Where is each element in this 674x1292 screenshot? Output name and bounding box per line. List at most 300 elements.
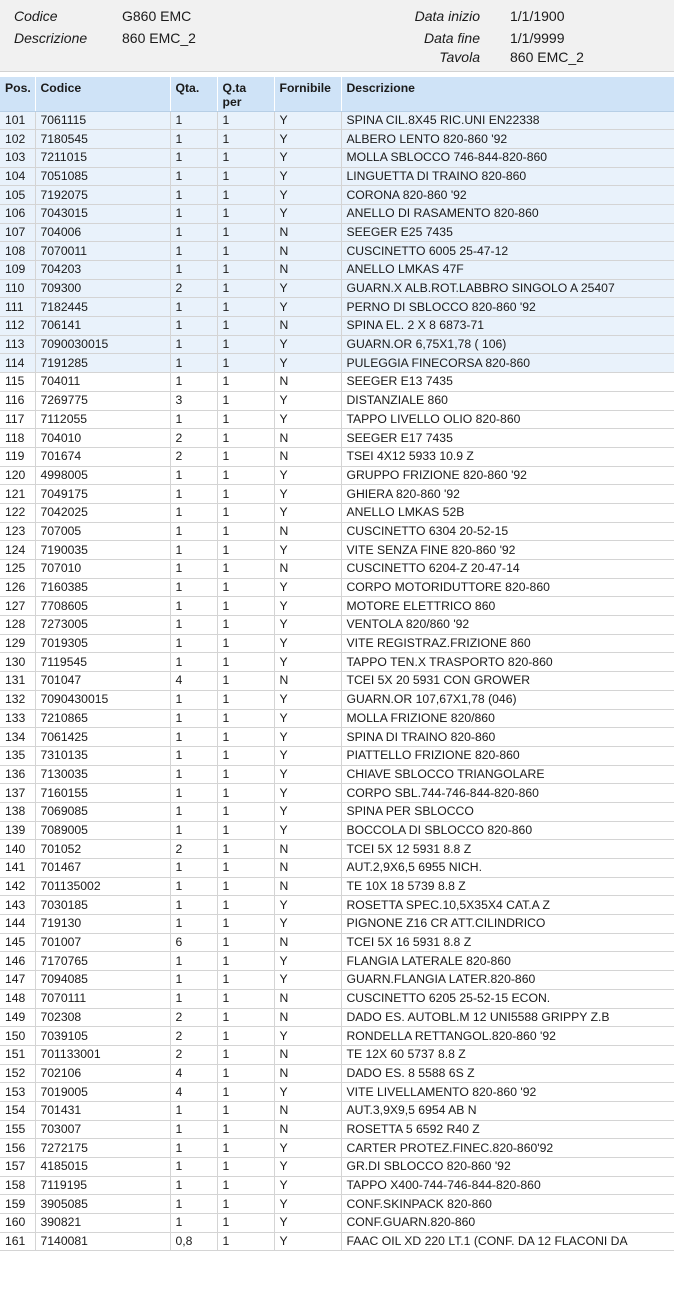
cell-codice: 7069085 xyxy=(35,802,170,821)
tavola-value: 860 EMC_2 xyxy=(510,49,584,65)
table-row[interactable] xyxy=(0,354,674,373)
cell-codice: 701047 xyxy=(35,672,170,691)
cell-pos: 104 xyxy=(0,167,35,186)
cell-qta: 1 xyxy=(170,130,217,149)
cell-fornibile: N xyxy=(274,989,341,1008)
column-header-codice[interactable]: Codice xyxy=(35,77,170,111)
cell-codice: 7043015 xyxy=(35,204,170,223)
cell-fornibile: Y xyxy=(274,279,341,298)
cell-descrizione: TCEI 5X 12 5931 8.8 Z xyxy=(341,840,674,859)
cell-pos: 144 xyxy=(0,915,35,934)
table-row[interactable] xyxy=(0,634,674,653)
cell-qta-per: 1 xyxy=(217,1008,274,1027)
table-row[interactable] xyxy=(0,522,674,541)
table-row[interactable] xyxy=(0,896,674,915)
cell-pos: 118 xyxy=(0,429,35,448)
cell-qta-per: 1 xyxy=(217,578,274,597)
cell-pos: 123 xyxy=(0,522,35,541)
cell-codice: 7192075 xyxy=(35,186,170,205)
cell-codice: 7030185 xyxy=(35,896,170,915)
cell-descrizione: CUSCINETTO 6304 20-52-15 xyxy=(341,522,674,541)
cell-descrizione: CUSCINETTO 6205 25-52-15 ECON. xyxy=(341,989,674,1008)
cell-fornibile: N xyxy=(274,859,341,878)
cell-qta-per: 1 xyxy=(217,690,274,709)
table-row[interactable] xyxy=(0,261,674,280)
table-row[interactable] xyxy=(0,148,674,167)
cell-qta-per: 1 xyxy=(217,242,274,261)
cell-qta: 1 xyxy=(170,989,217,1008)
cell-descrizione: ALBERO LENTO 820-860 '92 xyxy=(341,130,674,149)
cell-codice: 7272175 xyxy=(35,1139,170,1158)
column-header-qta-per[interactable]: Q.ta per xyxy=(217,77,274,111)
cell-qta-per: 1 xyxy=(217,765,274,784)
cell-descrizione: FLANGIA LATERALE 820-860 xyxy=(341,952,674,971)
cell-qta-per: 1 xyxy=(217,410,274,429)
cell-codice: 7070111 xyxy=(35,989,170,1008)
cell-codice: 702308 xyxy=(35,1008,170,1027)
document-header xyxy=(0,0,674,72)
table-row[interactable] xyxy=(0,1232,674,1251)
descrizione-label: Descrizione xyxy=(14,30,88,46)
cell-codice: 704006 xyxy=(35,223,170,242)
cell-pos: 142 xyxy=(0,877,35,896)
cell-qta-per: 1 xyxy=(217,915,274,934)
cell-codice: 3905085 xyxy=(35,1195,170,1214)
table-row[interactable] xyxy=(0,485,674,504)
cell-fornibile: Y xyxy=(274,410,341,429)
cell-descrizione: FAAC OIL XD 220 LT.1 (CONF. DA 12 FLACONI DA xyxy=(341,1232,674,1251)
cell-descrizione: SPINA EL. 2 X 8 6873-71 xyxy=(341,317,674,336)
cell-descrizione: PIATTELLO FRIZIONE 820-860 xyxy=(341,746,674,765)
cell-codice: 701133001 xyxy=(35,1045,170,1064)
cell-qta: 1 xyxy=(170,317,217,336)
cell-descrizione: RONDELLA RETTANGOL.820-860 '92 xyxy=(341,1027,674,1046)
cell-codice: 7019005 xyxy=(35,1083,170,1102)
cell-descrizione: CONF.SKINPACK 820-860 xyxy=(341,1195,674,1214)
cell-descrizione: PULEGGIA FINECORSA 820-860 xyxy=(341,354,674,373)
cell-fornibile: N xyxy=(274,242,341,261)
cell-descrizione: PIGNONE Z16 CR ATT.CILINDRICO xyxy=(341,915,674,934)
table-row[interactable] xyxy=(0,746,674,765)
table-row[interactable] xyxy=(0,877,674,896)
cell-qta: 1 xyxy=(170,616,217,635)
cell-fornibile: Y xyxy=(274,1176,341,1195)
table-row[interactable] xyxy=(0,204,674,223)
cell-fornibile: Y xyxy=(274,952,341,971)
cell-codice: 709300 xyxy=(35,279,170,298)
table-row[interactable] xyxy=(0,578,674,597)
cell-pos: 117 xyxy=(0,410,35,429)
cell-fornibile: Y xyxy=(274,1214,341,1233)
cell-descrizione: ROSETTA SPEC.10,5X35X4 CAT.A Z xyxy=(341,896,674,915)
cell-pos: 150 xyxy=(0,1027,35,1046)
cell-fornibile: Y xyxy=(274,298,341,317)
cell-qta-per: 1 xyxy=(217,447,274,466)
cell-codice: 7090430015 xyxy=(35,690,170,709)
cell-descrizione: TAPPO TEN.X TRASPORTO 820-860 xyxy=(341,653,674,672)
cell-fornibile: Y xyxy=(274,746,341,765)
cell-descrizione: TE 12X 60 5737 8.8 Z xyxy=(341,1045,674,1064)
cell-qta-per: 1 xyxy=(217,989,274,1008)
cell-qta: 1 xyxy=(170,784,217,803)
cell-fornibile: Y xyxy=(274,167,341,186)
cell-qta: 1 xyxy=(170,597,217,616)
table-row[interactable] xyxy=(0,784,674,803)
cell-qta: 1 xyxy=(170,1139,217,1158)
cell-pos: 146 xyxy=(0,952,35,971)
cell-fornibile: N xyxy=(274,1008,341,1027)
table-row[interactable] xyxy=(0,391,674,410)
cell-fornibile: Y xyxy=(274,503,341,522)
cell-qta: 2 xyxy=(170,840,217,859)
cell-codice: 7119195 xyxy=(35,1176,170,1195)
cell-qta-per: 1 xyxy=(217,1139,274,1158)
cell-descrizione: TAPPO LIVELLO OLIO 820-860 xyxy=(341,410,674,429)
descrizione-value: 860 EMC_2 xyxy=(122,30,196,46)
cell-codice: 7182445 xyxy=(35,298,170,317)
cell-pos: 159 xyxy=(0,1195,35,1214)
table-row[interactable] xyxy=(0,653,674,672)
cell-qta: 1 xyxy=(170,746,217,765)
cell-qta: 2 xyxy=(170,279,217,298)
cell-descrizione: GHIERA 820-860 '92 xyxy=(341,485,674,504)
cell-descrizione: TSEI 4X12 5933 10.9 Z xyxy=(341,447,674,466)
table-row[interactable] xyxy=(0,503,674,522)
cell-codice: 707010 xyxy=(35,560,170,579)
cell-descrizione: GRUPPO FRIZIONE 820-860 '92 xyxy=(341,466,674,485)
cell-codice: 7089005 xyxy=(35,821,170,840)
cell-descrizione: DADO ES. AUTOBL.M 12 UNI5588 GRIPPY Z.B xyxy=(341,1008,674,1027)
cell-codice: 706141 xyxy=(35,317,170,336)
table-row[interactable] xyxy=(0,130,674,149)
cell-codice: 7170765 xyxy=(35,952,170,971)
table-row[interactable] xyxy=(0,111,674,130)
cell-qta: 1 xyxy=(170,354,217,373)
cell-descrizione: AUT.2,9X6,5 6955 NICH. xyxy=(341,859,674,878)
table-row[interactable] xyxy=(0,541,674,560)
cell-codice: 7211015 xyxy=(35,148,170,167)
cell-pos: 138 xyxy=(0,802,35,821)
parts-table xyxy=(0,77,674,1251)
table-row[interactable] xyxy=(0,1176,674,1195)
table-row[interactable] xyxy=(0,1195,674,1214)
column-header-pos[interactable]: Pos. xyxy=(0,77,35,111)
cell-descrizione: VITE SENZA FINE 820-860 '92 xyxy=(341,541,674,560)
table-row[interactable] xyxy=(0,1214,674,1233)
cell-fornibile: N xyxy=(274,877,341,896)
cell-qta: 1 xyxy=(170,261,217,280)
cell-qta-per: 1 xyxy=(217,1064,274,1083)
cell-qta: 1 xyxy=(170,915,217,934)
table-row[interactable] xyxy=(0,971,674,990)
cell-fornibile: Y xyxy=(274,1083,341,1102)
cell-descrizione: LINGUETTA DI TRAINO 820-860 xyxy=(341,167,674,186)
table-row[interactable] xyxy=(0,466,674,485)
table-row[interactable] xyxy=(0,821,674,840)
cell-fornibile: Y xyxy=(274,821,341,840)
cell-descrizione: TCEI 5X 20 5931 CON GROWER xyxy=(341,672,674,691)
data-fine-label: Data fine xyxy=(423,30,480,46)
table-row[interactable] xyxy=(0,1139,674,1158)
cell-qta-per: 1 xyxy=(217,335,274,354)
cell-qta: 1 xyxy=(170,896,217,915)
table-row[interactable] xyxy=(0,709,674,728)
cell-qta: 4 xyxy=(170,1083,217,1102)
cell-fornibile: Y xyxy=(274,765,341,784)
table-row[interactable] xyxy=(0,1027,674,1046)
table-row[interactable] xyxy=(0,560,674,579)
cell-qta-per: 1 xyxy=(217,503,274,522)
table-row[interactable] xyxy=(0,765,674,784)
cell-descrizione: MOLLA FRIZIONE 820/860 xyxy=(341,709,674,728)
cell-pos: 148 xyxy=(0,989,35,1008)
cell-descrizione: ROSETTA 5 6592 R40 Z xyxy=(341,1120,674,1139)
cell-fornibile: N xyxy=(274,447,341,466)
table-row[interactable] xyxy=(0,1064,674,1083)
cell-descrizione: CUSCINETTO 6204-Z 20-47-14 xyxy=(341,560,674,579)
cell-pos: 110 xyxy=(0,279,35,298)
table-row[interactable] xyxy=(0,373,674,392)
table-row[interactable] xyxy=(0,223,674,242)
table-row[interactable] xyxy=(0,690,674,709)
cell-qta-per: 1 xyxy=(217,840,274,859)
table-row[interactable] xyxy=(0,1120,674,1139)
cell-codice: 7130035 xyxy=(35,765,170,784)
cell-qta: 1 xyxy=(170,877,217,896)
table-row[interactable] xyxy=(0,915,674,934)
cell-descrizione: CONF.GUARN.820-860 xyxy=(341,1214,674,1233)
table-row[interactable] xyxy=(0,802,674,821)
cell-pos: 128 xyxy=(0,616,35,635)
table-row[interactable] xyxy=(0,167,674,186)
table-row[interactable] xyxy=(0,447,674,466)
cell-pos: 134 xyxy=(0,728,35,747)
cell-fornibile: Y xyxy=(274,1139,341,1158)
cell-qta-per: 1 xyxy=(217,261,274,280)
cell-qta: 1 xyxy=(170,634,217,653)
table-row[interactable] xyxy=(0,410,674,429)
cell-pos: 158 xyxy=(0,1176,35,1195)
cell-pos: 161 xyxy=(0,1232,35,1251)
cell-qta: 1 xyxy=(170,335,217,354)
cell-qta-per: 1 xyxy=(217,111,274,130)
cell-descrizione: MOTORE ELETTRICO 860 xyxy=(341,597,674,616)
cell-codice: 707005 xyxy=(35,522,170,541)
cell-qta: 2 xyxy=(170,1045,217,1064)
cell-pos: 137 xyxy=(0,784,35,803)
cell-codice: 701674 xyxy=(35,447,170,466)
cell-fornibile: N xyxy=(274,1064,341,1083)
cell-fornibile: Y xyxy=(274,634,341,653)
cell-fornibile: Y xyxy=(274,335,341,354)
table-row[interactable] xyxy=(0,1101,674,1120)
cell-pos: 155 xyxy=(0,1120,35,1139)
cell-pos: 153 xyxy=(0,1083,35,1102)
cell-descrizione: VITE REGISTRAZ.FRIZIONE 860 xyxy=(341,634,674,653)
cell-qta: 2 xyxy=(170,447,217,466)
table-row[interactable] xyxy=(0,989,674,1008)
table-row[interactable] xyxy=(0,298,674,317)
cell-codice: 701135002 xyxy=(35,877,170,896)
cell-qta: 1 xyxy=(170,541,217,560)
cell-qta-per: 1 xyxy=(217,317,274,336)
cell-descrizione: GR.DI SBLOCCO 820-860 '92 xyxy=(341,1158,674,1177)
column-header-qta[interactable]: Qta. xyxy=(170,77,217,111)
table-row[interactable] xyxy=(0,1158,674,1177)
cell-descrizione: CORPO MOTORIDUTTORE 820-860 xyxy=(341,578,674,597)
table-row[interactable] xyxy=(0,186,674,205)
table-row[interactable] xyxy=(0,840,674,859)
cell-qta-per: 1 xyxy=(217,821,274,840)
table-row[interactable] xyxy=(0,672,674,691)
cell-fornibile: Y xyxy=(274,709,341,728)
cell-qta-per: 1 xyxy=(217,802,274,821)
cell-descrizione: SEEGER E13 7435 xyxy=(341,373,674,392)
cell-qta-per: 1 xyxy=(217,1045,274,1064)
cell-pos: 102 xyxy=(0,130,35,149)
cell-qta: 1 xyxy=(170,1158,217,1177)
cell-codice: 701007 xyxy=(35,933,170,952)
cell-qta-per: 1 xyxy=(217,541,274,560)
cell-codice: 704011 xyxy=(35,373,170,392)
cell-fornibile: N xyxy=(274,317,341,336)
cell-codice: 701052 xyxy=(35,840,170,859)
cell-codice: 704010 xyxy=(35,429,170,448)
cell-fornibile: Y xyxy=(274,1232,341,1251)
cell-qta: 2 xyxy=(170,1027,217,1046)
cell-qta-per: 1 xyxy=(217,429,274,448)
cell-descrizione: GUARN.OR 6,75X1,78 ( 106) xyxy=(341,335,674,354)
cell-pos: 103 xyxy=(0,148,35,167)
cell-descrizione: SPINA CIL.8X45 RIC.UNI EN22338 xyxy=(341,111,674,130)
cell-pos: 136 xyxy=(0,765,35,784)
cell-fornibile: Y xyxy=(274,130,341,149)
cell-qta: 1 xyxy=(170,111,217,130)
cell-codice: 703007 xyxy=(35,1120,170,1139)
cell-pos: 157 xyxy=(0,1158,35,1177)
cell-pos: 140 xyxy=(0,840,35,859)
cell-descrizione: TE 10X 18 5739 8.8 Z xyxy=(341,877,674,896)
cell-qta: 1 xyxy=(170,410,217,429)
cell-descrizione: CORONA 820-860 '92 xyxy=(341,186,674,205)
cell-qta: 1 xyxy=(170,578,217,597)
column-header-fornibile[interactable]: Fornibile xyxy=(274,77,341,111)
table-row[interactable] xyxy=(0,1045,674,1064)
cell-fornibile: N xyxy=(274,261,341,280)
cell-qta-per: 1 xyxy=(217,784,274,803)
cell-pos: 114 xyxy=(0,354,35,373)
table-row[interactable] xyxy=(0,728,674,747)
cell-qta-per: 1 xyxy=(217,560,274,579)
cell-fornibile: N xyxy=(274,522,341,541)
cell-codice: 702106 xyxy=(35,1064,170,1083)
table-row[interactable] xyxy=(0,859,674,878)
cell-qta-per: 1 xyxy=(217,373,274,392)
cell-qta: 6 xyxy=(170,933,217,952)
cell-pos: 139 xyxy=(0,821,35,840)
cell-qta: 4 xyxy=(170,672,217,691)
column-header-descrizione[interactable]: Descrizione xyxy=(341,77,674,111)
data-inizio-label: Data inizio xyxy=(414,8,480,24)
cell-descrizione: SEEGER E25 7435 xyxy=(341,223,674,242)
table-row[interactable] xyxy=(0,933,674,952)
cell-pos: 129 xyxy=(0,634,35,653)
cell-qta: 1 xyxy=(170,373,217,392)
table-row[interactable] xyxy=(0,1008,674,1027)
cell-fornibile: Y xyxy=(274,541,341,560)
cell-pos: 160 xyxy=(0,1214,35,1233)
cell-codice: 7160155 xyxy=(35,784,170,803)
cell-qta-per: 1 xyxy=(217,130,274,149)
cell-pos: 106 xyxy=(0,204,35,223)
cell-qta: 1 xyxy=(170,690,217,709)
cell-qta: 1 xyxy=(170,952,217,971)
table-row[interactable] xyxy=(0,1083,674,1102)
cell-qta: 1 xyxy=(170,821,217,840)
cell-qta: 1 xyxy=(170,1214,217,1233)
cell-fornibile: N xyxy=(274,429,341,448)
cell-descrizione: CHIAVE SBLOCCO TRIANGOLARE xyxy=(341,765,674,784)
table-row[interactable] xyxy=(0,242,674,261)
cell-descrizione: ANELLO LMKAS 52B xyxy=(341,503,674,522)
cell-fornibile: Y xyxy=(274,784,341,803)
cell-pos: 119 xyxy=(0,447,35,466)
table-row[interactable] xyxy=(0,597,674,616)
table-row[interactable] xyxy=(0,335,674,354)
cell-codice: 701431 xyxy=(35,1101,170,1120)
table-row[interactable] xyxy=(0,952,674,971)
cell-fornibile: Y xyxy=(274,690,341,709)
cell-qta-per: 1 xyxy=(217,859,274,878)
table-body xyxy=(0,111,674,1251)
cell-qta-per: 1 xyxy=(217,148,274,167)
cell-qta-per: 1 xyxy=(217,186,274,205)
cell-fornibile: N xyxy=(274,1101,341,1120)
cell-codice: 7310135 xyxy=(35,746,170,765)
cell-pos: 143 xyxy=(0,896,35,915)
cell-fornibile: Y xyxy=(274,354,341,373)
table-row[interactable] xyxy=(0,279,674,298)
cell-qta-per: 1 xyxy=(217,1195,274,1214)
cell-codice: 7190035 xyxy=(35,541,170,560)
cell-qta: 2 xyxy=(170,1008,217,1027)
cell-codice: 719130 xyxy=(35,915,170,934)
cell-fornibile: Y xyxy=(274,616,341,635)
cell-qta: 1 xyxy=(170,223,217,242)
cell-codice: 7119545 xyxy=(35,653,170,672)
cell-fornibile: Y xyxy=(274,896,341,915)
cell-fornibile: Y xyxy=(274,466,341,485)
table-row[interactable] xyxy=(0,429,674,448)
table-row[interactable] xyxy=(0,616,674,635)
cell-codice: 7061115 xyxy=(35,111,170,130)
tavola-label: Tavola xyxy=(439,49,480,65)
table-row[interactable] xyxy=(0,317,674,336)
cell-fornibile: N xyxy=(274,1120,341,1139)
cell-fornibile: N xyxy=(274,1045,341,1064)
cell-pos: 126 xyxy=(0,578,35,597)
cell-codice: 7180545 xyxy=(35,130,170,149)
cell-qta-per: 1 xyxy=(217,672,274,691)
cell-qta-per: 1 xyxy=(217,298,274,317)
cell-fornibile: Y xyxy=(274,1027,341,1046)
cell-descrizione: GUARN.X ALB.ROT.LABBRO SINGOLO A 25407 xyxy=(341,279,674,298)
cell-fornibile: Y xyxy=(274,597,341,616)
cell-pos: 115 xyxy=(0,373,35,392)
cell-fornibile: Y xyxy=(274,186,341,205)
cell-qta: 1 xyxy=(170,1195,217,1214)
cell-fornibile: Y xyxy=(274,1195,341,1214)
